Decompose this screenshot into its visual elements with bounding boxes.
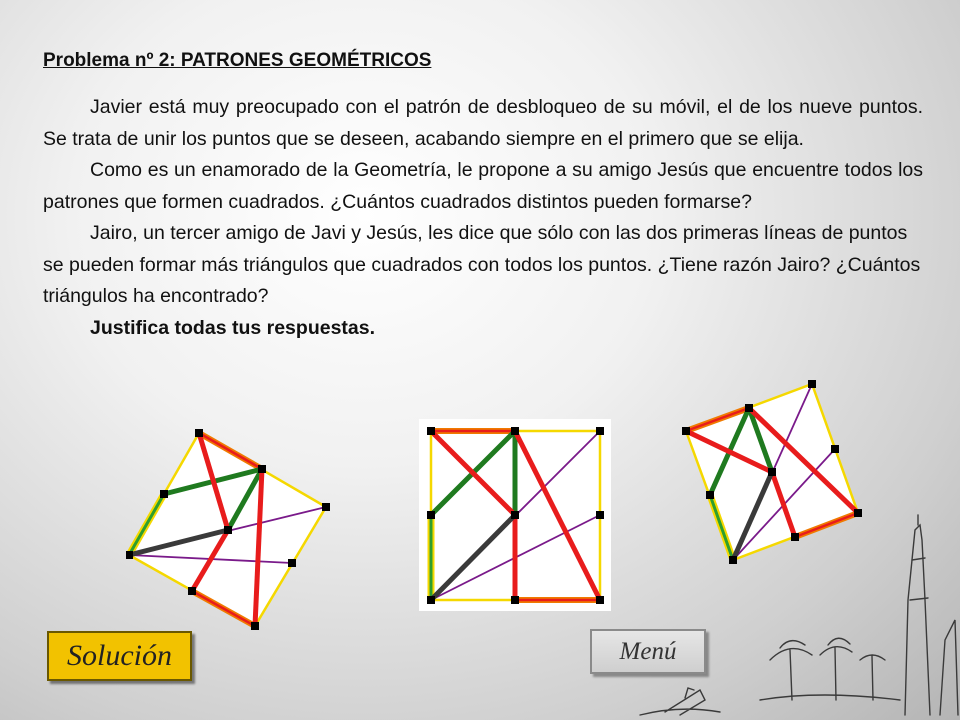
problem-title: Problema nº 2: PATRONES GEOMÉTRICOS — [43, 50, 432, 71]
pattern-figure-left — [126, 418, 336, 633]
palm-sketch — [820, 638, 852, 700]
solution-button[interactable]: Solución — [47, 631, 192, 681]
boat-sketch — [640, 690, 720, 715]
pattern-figure-middle — [418, 418, 612, 612]
problem-statement — [43, 92, 923, 344]
ground-sketch — [760, 695, 900, 700]
menu-button[interactable]: Menú — [590, 629, 706, 674]
palm-sketch — [860, 655, 885, 700]
palm-sketch — [770, 641, 812, 700]
tower-sketch — [940, 620, 958, 715]
paragraph-2: Como es un enamorado de la Geometría, le propone a su amigo Jesús que encuentre todos los patrones que formen cuadrados. ¿Cuántos cuadrados distintos pueden formarse? — [43, 159, 923, 213]
lighthouse-sketch — [905, 525, 930, 715]
paragraph-3: Jairo, un tercer amigo de Javi y Jesús, les dice que sólo con las dos primeras líneas de puntos se pueden formar más triángulos que cuadrados con todos los puntos. ¿Tiene razón Jairo? ¿Cuántos triángulos ha encontrado? — [43, 222, 921, 307]
paragraph-4: Justifica todas tus respuestas. — [90, 316, 376, 339]
paragraph-1: Javier está muy preocupado con el patrón de desbloqueo de su móvil, el de los nueve puntos. Se trata de unir los puntos que se deseen, acabando siempre en el primero que se elija. — [43, 96, 923, 150]
decorative-sketch — [630, 500, 960, 720]
